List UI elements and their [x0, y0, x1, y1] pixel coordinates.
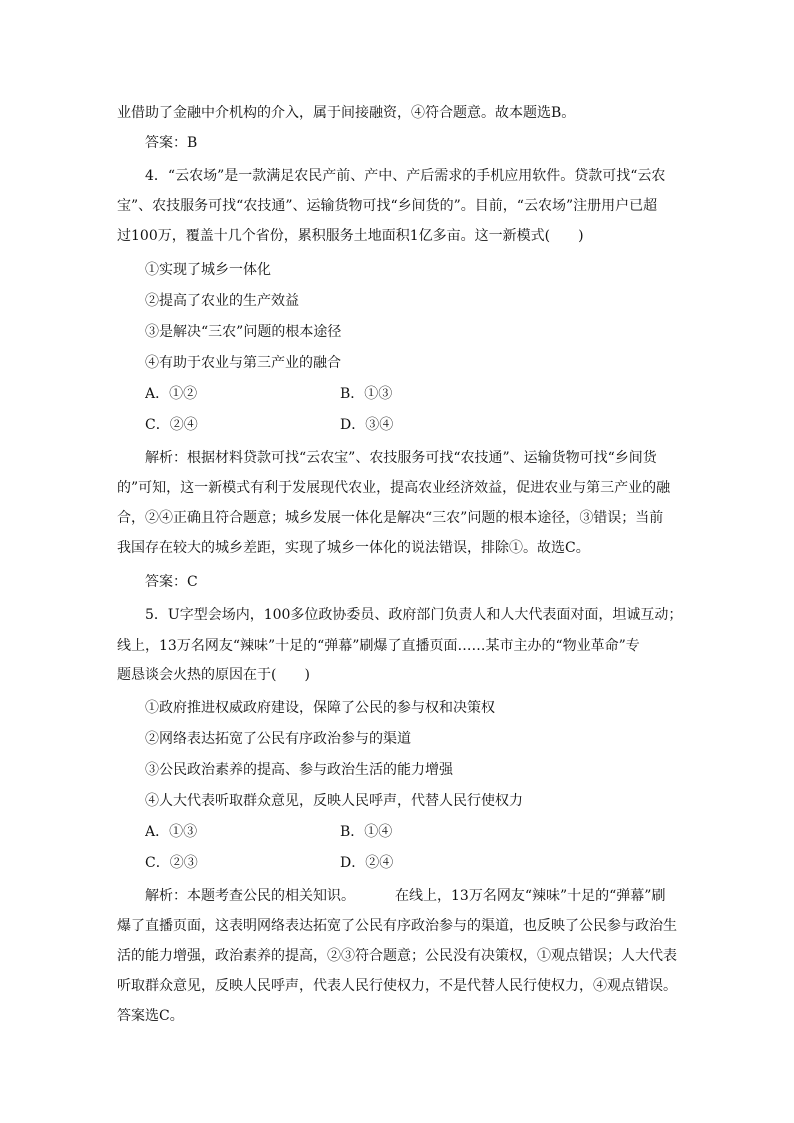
- q3-answer: 答案：B: [145, 135, 198, 151]
- q5-option-c: C．②③: [145, 855, 198, 871]
- q4-stem-line: 4．“云农场”是一款满足农民产前、产中、产后需求的手机应用软件。贷款可找“云农: [145, 168, 666, 184]
- q4-option-b: B．①③: [340, 386, 393, 402]
- q5-statement: ④人大代表听取群众意见，反映人民呼声，代替人民行使权力: [145, 793, 523, 809]
- q4-statement: ④有助于农业与第三产业的融合: [145, 355, 341, 371]
- q4-statement: ③是解决“三农”问题的根本途径: [145, 324, 342, 340]
- q4-statement: ②提高了农业的生产效益: [145, 293, 299, 309]
- q5-option-d: D．②④: [340, 855, 394, 871]
- q4-analysis-line: 解析：根据材料贷款可找“云农宝”、农技服务可找“农技通”、运输货物可找“乡间货: [145, 450, 657, 466]
- q5-analysis-first-line: [145, 886, 691, 906]
- q4-analysis-line: 合，②④正确且符合题意；城乡发展一体化是解决“三农”问题的根本途径，③错误；当前: [117, 510, 664, 526]
- q5-analysis-line: 活的能力增强，政治素养的提高，②③符合题意；公民没有决策权，①观点错误；人大代表: [117, 948, 677, 964]
- q5-option-a: A．①③: [145, 824, 198, 840]
- q3-analysis-end: 业借助了金融中介机构的介入，属于间接融资，④符合题意。故本题选B。: [117, 105, 576, 121]
- q4-stem-line: 过100万，覆盖十几个省份，累积服务土地面积1亿多亩。这一新模式( ): [117, 228, 584, 244]
- q5-analysis-continuation: 在线上，13万名网友“辣味”十足的“弹幕”刷: [395, 888, 666, 904]
- q4-analysis-line: 我国存在较大的城乡差距，实现了城乡一体化的说法错误，排除①。故选C。: [117, 540, 590, 556]
- q5-statement: ③公民政治素养的提高、参与政治生活的能力增强: [145, 762, 453, 778]
- q5-stem-line: 题恳谈会火热的原因在于( ): [117, 667, 310, 683]
- q5-stem-line: 5．U字型会场内，100多位政协委员、政府部门负责人和人大代表面对面，坦诚互动；: [145, 607, 683, 623]
- q5-statement: ②网络表达拓宽了公民有序政治参与的渠道: [145, 731, 411, 747]
- q5-analysis-intro: 解析：本题考查公民的相关知识。: [145, 888, 355, 904]
- q5-analysis-line: 爆了直播页面，这表明网络表达拓宽了公民有序政治参与的渠道，也反映了公民参与政治生: [117, 918, 677, 934]
- q5-stem-line: 线上，13万名网友“辣味”十足的“弹幕”刷爆了直播页面……某市主办的“物业革命”专: [117, 638, 640, 654]
- q4-statement: ①实现了城乡一体化: [145, 262, 271, 278]
- q5-option-b: B．①④: [340, 824, 393, 840]
- q4-stem-line: 宝”、农技服务可找“农技通”、运输货物可找“乡间货的”。目前，“云农场”注册用户已超: [117, 198, 658, 214]
- q5-analysis-line: 听取群众意见，反映人民呼声，代表人民行使权力，不是代替人民行使权力，④观点错误。: [117, 978, 677, 994]
- q4-analysis-line: 的”可知，这一新模式有利于发展现代农业，提高农业经济效益，促进农业与第三产业的融: [117, 480, 671, 496]
- q5-answer: 答案选C。: [117, 1008, 184, 1024]
- q4-option-d: D．③④: [340, 417, 394, 433]
- q4-option-a: A．①②: [145, 386, 198, 402]
- q4-option-c: C．②④: [145, 417, 198, 433]
- q5-statement: ①政府推进权威政府建设，保障了公民的参与权和决策权: [145, 700, 495, 716]
- q4-answer: 答案：C: [145, 574, 198, 590]
